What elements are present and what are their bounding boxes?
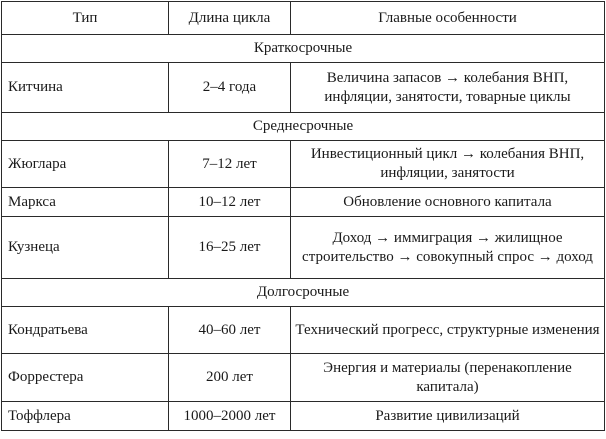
table-row bbox=[2, 63, 605, 113]
cycle-type: Тоффлера bbox=[2, 402, 169, 431]
cycle-type: Кузнеца bbox=[2, 217, 169, 279]
table-row bbox=[2, 307, 605, 354]
group-title: Долгосрочные bbox=[2, 279, 605, 307]
cycle-length: 200 лет bbox=[169, 354, 291, 402]
header-type: Тип bbox=[2, 2, 169, 35]
table-row bbox=[2, 402, 605, 431]
cycle-length: 2–4 года bbox=[169, 63, 291, 113]
cycle-features: Энергия и материалы (перенакопление капитала) bbox=[291, 354, 605, 402]
table-row bbox=[2, 217, 605, 279]
group-title: Краткосрочные bbox=[2, 35, 605, 63]
group-title: Среднесрочные bbox=[2, 113, 605, 141]
cycle-length: 40–60 лет bbox=[169, 307, 291, 354]
group-row-short bbox=[2, 35, 605, 63]
header-row bbox=[2, 2, 605, 35]
cycle-type: Форрестера bbox=[2, 354, 169, 402]
cycle-features: Развитие цивилизаций bbox=[291, 402, 605, 431]
cycle-features: Обновление основного капитала bbox=[291, 188, 605, 217]
header-features: Главные особенности bbox=[291, 2, 605, 35]
cycle-length: 16–25 лет bbox=[169, 217, 291, 279]
cycle-type: Жюглара bbox=[2, 141, 169, 188]
cycle-features: Доход → иммиграция → жилищное строительство → совокупный спрос → доход bbox=[291, 217, 605, 279]
cycle-length: 10–12 лет bbox=[169, 188, 291, 217]
cycle-features: Технический прогресс, структурные изменения bbox=[291, 307, 605, 354]
header-length: Длина цикла bbox=[169, 2, 291, 35]
cycle-type: Китчина bbox=[2, 63, 169, 113]
cycle-type: Маркса bbox=[2, 188, 169, 217]
group-row-long bbox=[2, 279, 605, 307]
cycle-length: 7–12 лет bbox=[169, 141, 291, 188]
table-row bbox=[2, 141, 605, 188]
cycle-length: 1000–2000 лет bbox=[169, 402, 291, 431]
table-row bbox=[2, 354, 605, 402]
cycle-type: Кондратьева bbox=[2, 307, 169, 354]
cycles-table bbox=[1, 1, 605, 431]
group-row-medium bbox=[2, 113, 605, 141]
cycle-features: Инвестиционный цикл → колебания ВНП, инфляции, занятости bbox=[291, 141, 605, 188]
cycle-features: Величина запасов → колебания ВНП, инфляции, занятости, товарные циклы bbox=[291, 63, 605, 113]
table-row bbox=[2, 188, 605, 217]
